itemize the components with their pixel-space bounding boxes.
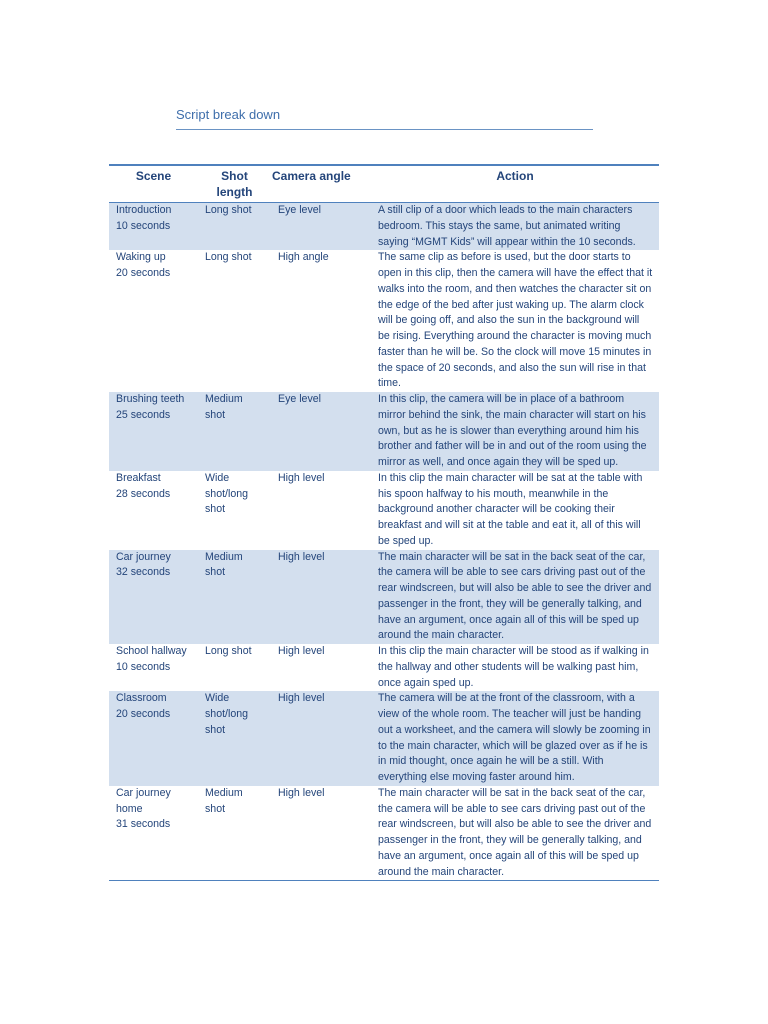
scene-name: Brushing teeth [116, 393, 185, 405]
shot-length-cell: Long shot [205, 251, 252, 264]
camera-angle-cell: Eye level [271, 203, 371, 251]
scene-cell [109, 786, 198, 881]
scene-duration: 32 seconds [116, 566, 171, 579]
table-row [109, 786, 659, 881]
column-header-scene: Scene [135, 169, 172, 183]
camera-angle-cell: High level [271, 550, 371, 645]
scene-name: Introduction [116, 204, 172, 216]
table-row [109, 250, 659, 392]
scene-cell [109, 471, 198, 550]
shot-length-cell: Wide shot/long shot [198, 691, 271, 786]
action-cell: A still clip of a door which leads to the main characters bedroom. This stays the same, but animated writing saying “MGMT Kids” will appear within the 10 seconds. [371, 203, 659, 251]
shot-length-cell: Medium shot [205, 786, 243, 815]
scene-duration: 31 seconds [116, 818, 171, 831]
action-cell: The camera will be at the front of the classroom, with a view of the whole room. The teacher will just be handing out a worksheet, and the camera will slowly be zooming in to the main character, which will be glazed over as if he is in mid thought, once again he will be a still. With everything else moving faster around him. [371, 691, 659, 786]
table-header [109, 165, 659, 203]
action-cell: The main character will be sat in the back seat of the car, the camera will be able to see cars driving past out of the rear windscreen, but will also be able to see the driver and passenger in the front, they will be generally talking, and have an argument, once again all of this will be sped up around the main character. [378, 786, 652, 878]
scene-duration: 25 seconds [116, 408, 171, 421]
scene-cell [109, 392, 198, 471]
scene-cell [109, 550, 198, 645]
scene-duration: 20 seconds [116, 267, 171, 279]
camera-angle-cell: High angle [278, 251, 329, 264]
scene-cell [109, 644, 198, 691]
scene-cell [109, 250, 198, 392]
scene-duration: 10 seconds [116, 219, 171, 232]
scene-name: School hallway [116, 645, 187, 657]
shot-length-cell: Long shot [205, 645, 252, 657]
column-header-camera-angle: Camera angle [272, 169, 351, 183]
camera-angle-cell: High level [271, 691, 371, 786]
table-row [109, 203, 659, 251]
table-row [109, 691, 659, 786]
scene-duration: 10 seconds [116, 660, 171, 673]
shot-length-cell: Medium shot [198, 550, 271, 645]
action-cell: The main character will be sat in the back seat of the car, the camera will be able to see cars driving past out of the rear windscreen, but will also be able to see the driver and passenger in the front, they will be generally talking, and have an argument, once again all of this will be sped up around the main character. [371, 550, 659, 645]
action-cell: In this clip, the camera will be in place of a bathroom mirror behind the sink, the main character will start on his own, but as he is slower than everything around him his brother and father will be in and out of the room using the mirror as well, and once again they will be sped up. [371, 392, 659, 471]
scene-name: Waking up [116, 251, 166, 264]
action-cell: The same clip as before is used, but the door starts to open in this clip, then the camera will have the effect that it walks into the room, and then watches the character sit on the edge of the bed after just waking up. The alarm clock will be going off, and also the sun in the background will be rising. Everything around the character is moving much faster than he will be. So the clock will move 15 minutes in the space of 20 seconds, and also the sun will rise in that time. [378, 251, 653, 390]
scene-name: Car journey [116, 550, 171, 563]
shot-length-cell: Medium shot [198, 392, 271, 471]
table-row [109, 550, 659, 645]
scene-cell [109, 203, 198, 251]
column-header-action: Action [496, 169, 534, 183]
scene-cell [109, 691, 198, 786]
table-row [109, 644, 659, 691]
action-cell: In this clip the main character will be stood as if walking in the hallway and other students will be walking past him, once again sped up. [378, 645, 649, 689]
script-breakdown-table [109, 164, 659, 881]
scene-duration: 28 seconds [116, 487, 171, 500]
table-row [109, 471, 659, 550]
camera-angle-cell: High level [278, 645, 325, 657]
shot-length-cell: Wide shot/long shot [205, 471, 248, 516]
shot-length-cell: Long shot [198, 203, 271, 251]
camera-angle-cell: High level [278, 786, 325, 799]
scene-duration: 20 seconds [116, 708, 171, 720]
scene-name: Breakfast [116, 471, 161, 484]
camera-angle-cell: Eye level [271, 392, 371, 471]
action-cell: In this clip the main character will be sat at the table with his spoon halfway to his mouth, meanwhile in the background another character will be cooking their breakfast and will sit at the table and eat it, all of this will be sped up. [378, 471, 643, 547]
scene-name: Classroom [116, 692, 167, 705]
scene-name: Car journey home [116, 786, 171, 815]
table-row [109, 392, 659, 471]
column-header-shot-length: Shot length [216, 169, 253, 199]
camera-angle-cell: High level [278, 471, 325, 484]
document-title: Script break down [176, 106, 593, 130]
